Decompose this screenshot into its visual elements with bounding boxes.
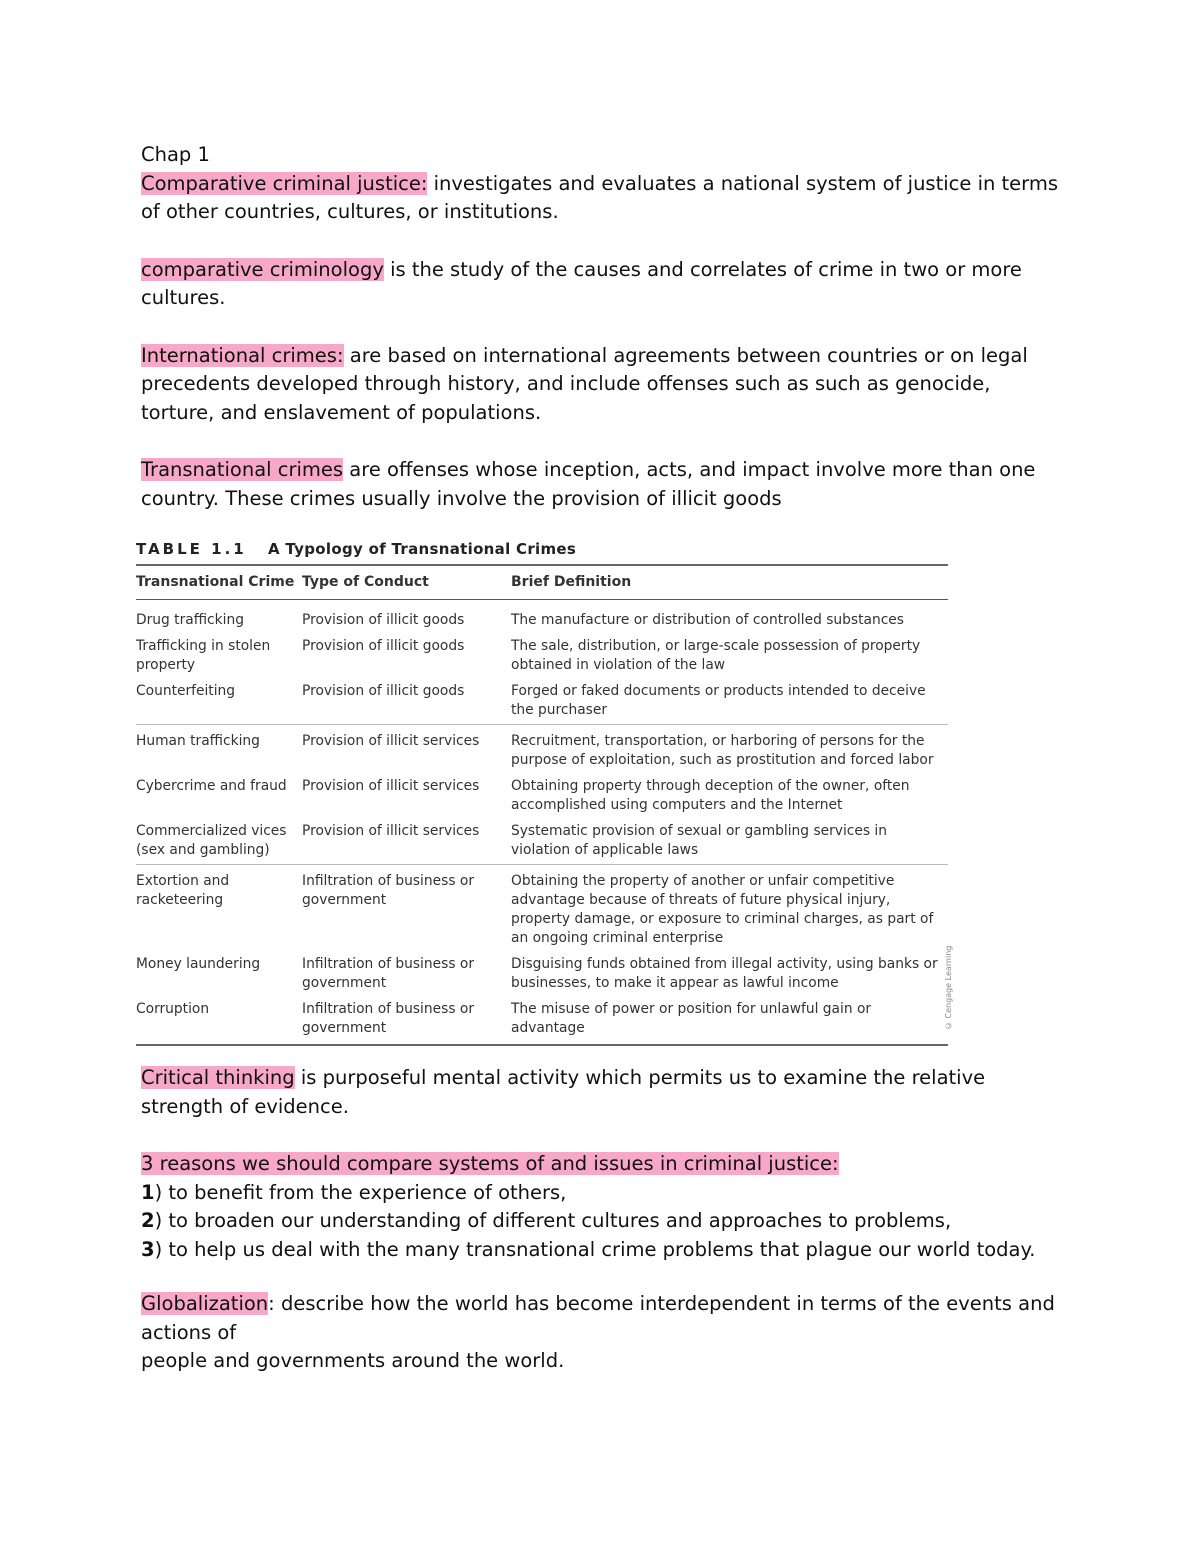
definition-comparative-criminal-justice — [141, 170, 1061, 227]
table-row: Cybercrime and fraud Provision of illicit services Obtaining property through deception of the owner, often accomplished using computers and the Internet — [136, 778, 910, 813]
table-body — [136, 600, 948, 1042]
table-row: Corruption Infiltration of business or government The misuse of power or position for unlawful gain or advantage — [136, 1001, 872, 1036]
definition-text: are based on international agreements between countries or on legal precedents developed through history, and include offenses such as such as genocide, torture, and enslavement of populations. — [141, 343, 1028, 424]
image-credit: © Cengage Learning — [944, 945, 953, 1030]
table-row: Drug trafficking Provision of illicit goods The manufacture or distribution of controlled substances — [136, 612, 904, 628]
column-header: Type of Conduct — [302, 574, 429, 590]
definition-international-crimes — [141, 342, 1061, 428]
term-highlight: International crimes: — [141, 343, 344, 367]
reason-item: 3) to help us deal with the many transnational crime problems that plague our world today. — [141, 1237, 1036, 1261]
table-title — [136, 536, 948, 562]
table-row: Commercialized vices (sex and gambling) Provision of illicit services Systematic provision of sexual or gambling services in violation of applicable laws — [136, 819, 948, 865]
definition-text: are offenses whose inception, acts, and impact involve more than one country. These crimes usually involve the provision of illicit goods — [141, 458, 1036, 510]
reason-item: 2) to broaden our understanding of different cultures and approaches to problems, — [141, 1209, 952, 1232]
definition-text: is the study of the causes and correlates of crime in two or more cultures. — [141, 257, 1022, 309]
reason-item: 1) to benefit from the experience of others, — [141, 1180, 567, 1204]
table-header-row — [136, 566, 948, 600]
chapter-heading: Chap 1 — [141, 143, 210, 166]
table-caption: A Typology of Transnational Crimes — [268, 540, 577, 558]
table-row: Human trafficking Provision of illicit services Recruitment, transportation, or harboring of persons for the purpose of exploitation, such as prostitution and forced labor — [136, 733, 934, 768]
column-header: Brief Definition — [511, 574, 632, 590]
term-highlight: Transnational crimes — [141, 458, 344, 481]
term-highlight: Comparative criminal justice: — [141, 171, 428, 195]
definition-text: is purposeful mental activity which permits us to examine the relative strength of evidence. — [141, 1066, 986, 1118]
definition-comparative-criminology — [141, 256, 1061, 313]
reasons-heading — [141, 1150, 1061, 1179]
term-highlight: Critical thinking — [141, 1066, 295, 1089]
term-highlight: comparative criminology — [141, 257, 384, 281]
table-row: Money laundering Infiltration of business or government Disguising funds obtained from illegal activity, using banks or businesses, to make it appear as lawful income — [136, 956, 938, 991]
table-row: Counterfeiting Provision of illicit goods Forged or faked documents or products intended to deceive the purchaser — [136, 679, 948, 725]
definition-text-continued: people and governments around the world. — [141, 1349, 565, 1372]
column-header: Transnational Crime — [136, 574, 295, 590]
typology-table — [136, 536, 948, 1046]
definition-text: investigates and evaluates a national system of justice in terms of other countries, cultures, or institutions. — [141, 171, 1059, 223]
table-row: Trafficking in stolen property Provision of illicit goods The sale, distribution, or large-scale possession of property obtained in violation of the law — [136, 638, 921, 673]
definition-text: : describe how the world has become interdependent in terms of the events and actions of — [141, 1292, 1055, 1344]
term-highlight: Globalization — [141, 1292, 269, 1315]
definition-globalization — [141, 1290, 1061, 1347]
table-row: Extortion and racketeering Infiltration of business or government Obtaining the property of another or unfair competitive advantage because of threats of future physical injury, property damage, or exposure to criminal charges, as part of an ongoing criminal enterprise — [136, 873, 934, 946]
definition-critical-thinking — [141, 1064, 1061, 1121]
table-label: TABLE 1.1 — [136, 540, 247, 558]
table-bottom-rule — [136, 1044, 948, 1046]
definition-transnational-crimes — [141, 456, 1061, 513]
term-highlight: 3 reasons we should compare systems of and issues in criminal justice: — [141, 1152, 839, 1175]
